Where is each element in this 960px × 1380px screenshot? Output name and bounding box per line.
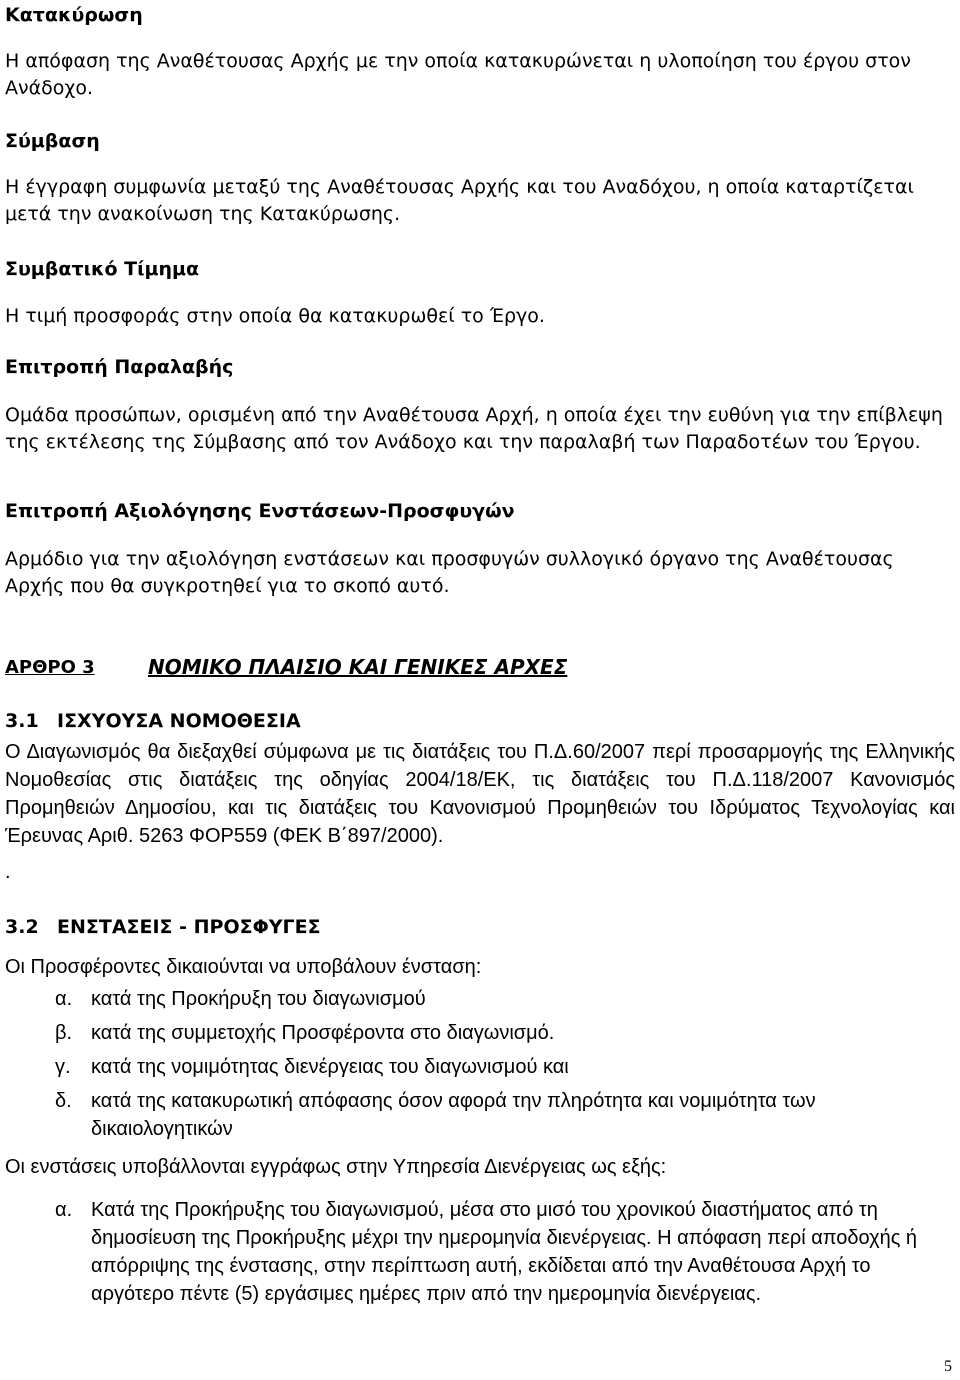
article-label: ΑΡΘΡΟ 3 — [5, 657, 95, 678]
definition-text: Ομάδα προσώπων, ορισμένη από την Αναθέτουσα Αρχή, η οποία έχει την ευθύνη για την επίβλεψη της εκτέλεσης της Σύμβασης από τον Ανάδοχο και την παραλαβή των Παραδοτέων του Έργου. — [5, 404, 943, 453]
definition-term: Συμβατικό Τίμημα — [5, 258, 200, 280]
list-item — [55, 985, 955, 1013]
section-title: ΕΝΣΤΑΣΕΙΣ - ΠΡΟΣΦΥΓΕΣ — [57, 916, 321, 938]
definition-term: Επιτροπή Παραλαβής — [5, 356, 234, 378]
list-item — [55, 1196, 955, 1308]
section-text: Ο Διαγωνισμός θα διεξαχθεί σύμφωνα με τις διατάξεις του Π.Δ.60/2007 περί προσαρμογής της Ελληνικής Νομοθεσίας στις διατάξεις της οδηγίας 2004/18/ΕΚ, τις διατάξεις του Π.Δ.118/2007 Κανονισμός Προμηθειών Δημοσίου, και τις διατάξεις του Κανονισμού Προμηθειών του Ιδρύματος Τεχνολογίας και Έρευνας Αριθ. 5263 ΦΟΡ559 (ΦΕΚ Β΄897/2000). — [5, 741, 955, 847]
definition-text: Η απόφαση της Αναθέτουσας Αρχής με την οποία κατακυρώνεται η υλοποίηση του έργου στον Ανάδοχο. — [5, 50, 911, 99]
page-number: 5 — [944, 1358, 952, 1375]
submission-list — [55, 1196, 955, 1308]
section-number: 3.1 — [5, 710, 39, 732]
list-item — [55, 1019, 955, 1047]
definition-text: Αρμόδιο για την αξιολόγηση ενστάσεων και προσφυγών συλλογικό όργανο της Αναθέτουσας Αρχής που θα συγκροτηθεί για το σκοπό αυτό. — [5, 548, 894, 597]
definition-term: Σύμβαση — [5, 130, 100, 152]
list-text: κατά της συμμετοχής Προσφέροντα στο διαγωνισμό. — [91, 1022, 555, 1044]
list-item — [55, 1053, 955, 1081]
section-heading — [5, 708, 301, 735]
list-marker: α. — [55, 1199, 73, 1221]
list-marker: β. — [55, 1022, 73, 1044]
list-marker: δ. — [55, 1090, 72, 1112]
section-title: ΙΣΧΥΟΥΣΑ ΝΟΜΟΘΕΣΙΑ — [57, 710, 301, 732]
list-text: Κατά της Προκήρυξης του διαγωνισμού, μέσα στο μισό του χρονικού διαστήματος από τη δημοσίευση της Προκήρυξης μέχρι την ημερομηνία διενέργειας. Η απόφαση περί αποδοχής ή απόρριψης της ένστασης, στην περίπτωση αυτή, εκδίδεται από την Αναθέτουσα Αρχή το αργότερο πέντε (5) εργάσιμες ημέρες πριν από την ημερομηνία διενέργειας. — [91, 1199, 918, 1305]
section-number: 3.2 — [5, 916, 39, 938]
trailing-mark: . — [5, 861, 11, 883]
definition-term: Επιτροπή Αξιολόγησης Ενστάσεων-Προσφυγών — [5, 500, 515, 522]
definition-text: Η τιμή προσφοράς στην οποία θα κατακυρωθεί το Έργο. — [5, 305, 545, 327]
list-marker: α. — [55, 988, 73, 1010]
list-text: κατά της νομιμότητας διενέργειας του διαγωνισμού και — [91, 1056, 569, 1078]
list-text: κατά της κατακυρωτική απόφασης όσον αφορά την πληρότητα και νομιμότητα των δικαιολογητικών — [91, 1090, 816, 1140]
section-heading — [5, 914, 321, 941]
definition-term: Κατακύρωση — [5, 4, 143, 26]
section-intro: Οι Προσφέροντες δικαιούνται να υποβάλουν ένσταση: — [5, 956, 482, 978]
list-text: κατά της Προκήρυξη του διαγωνισμού — [91, 988, 426, 1010]
article-title: ΝΟΜΙΚΟ ΠΛΑΙΣΙΟ ΚΑΙ ΓΕΝΙΚΕΣ ΑΡΧΕΣ — [148, 655, 568, 679]
definition-text: Η έγγραφη συμφωνία μεταξύ της Αναθέτουσας Αρχής και του Αναδόχου, η οποία καταρτίζεται μετά την ανακοίνωση της Κατακύρωσης. — [5, 176, 914, 225]
section-submission-intro: Οι ενστάσεις υποβάλλονται εγγράφως στην Υπηρεσία Διενέργειας ως εξής: — [5, 1156, 667, 1178]
list-marker: γ. — [55, 1056, 71, 1078]
objection-list — [55, 985, 955, 1143]
list-item — [55, 1087, 955, 1143]
